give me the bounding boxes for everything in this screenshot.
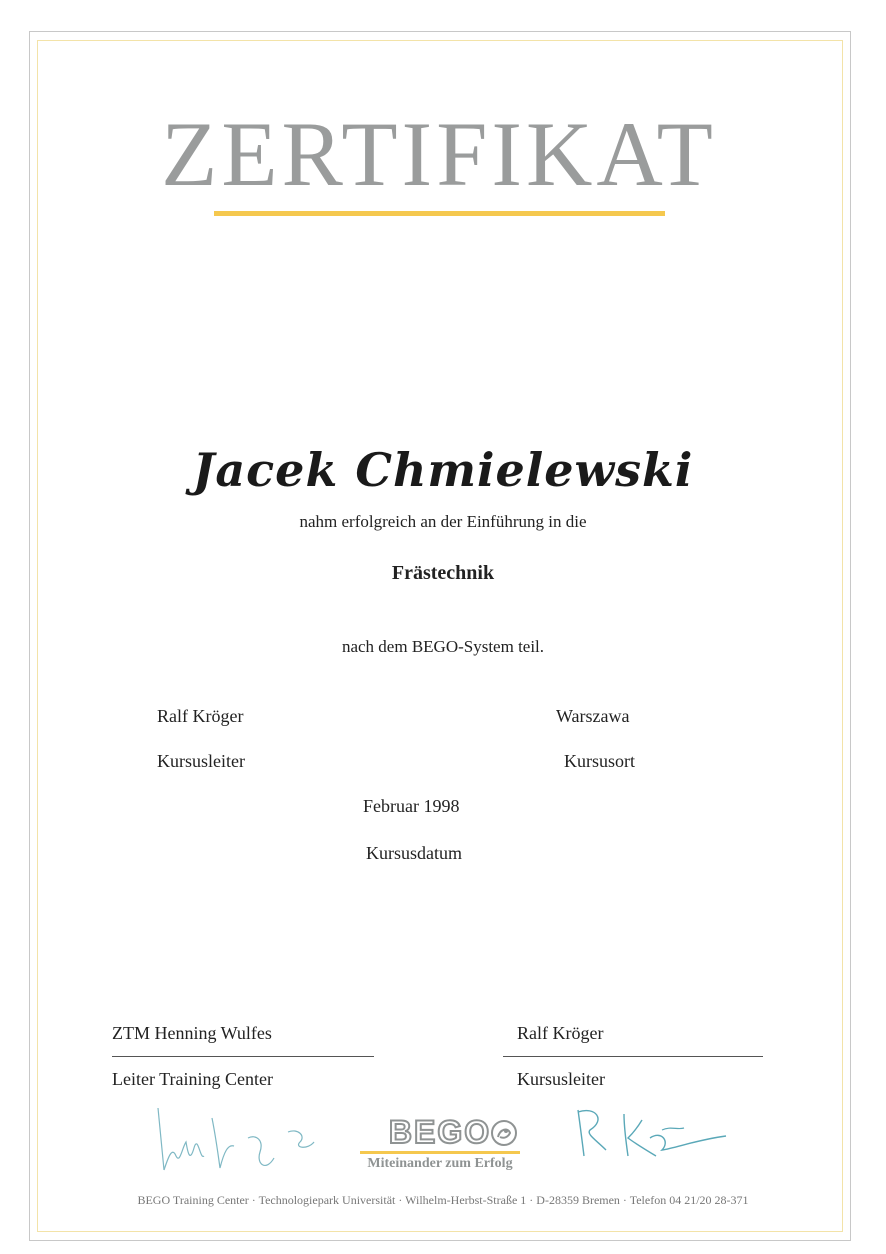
recipient-name: Jacek Chmielewski — [192, 443, 694, 497]
intro-line: nahm erfolgreich an der Einführung in die — [299, 512, 587, 531]
title-underline — [214, 211, 665, 216]
logo-brand: BEGO — [388, 1114, 492, 1150]
right-handwritten-signature — [566, 1100, 736, 1170]
left-signatory-role: Leiter Training Center — [112, 1069, 273, 1089]
course-location-value: Warszawa — [556, 706, 630, 726]
certificate-title: ZERTIFIKAT — [161, 103, 717, 205]
right-signature-rule — [503, 1056, 763, 1057]
certificate-inner-border — [37, 40, 843, 1232]
logo-accent-bar — [360, 1151, 520, 1154]
right-signatory-role: Kursusleiter — [517, 1069, 605, 1089]
course-location-label: Kursusort — [564, 751, 635, 771]
left-signatory-name: ZTM Henning Wulfes — [112, 1023, 272, 1043]
footer-address: BEGO Training Center · Technologiepark Universität · Wilhelm-Herbst-Straße 1 · D-28359 Bremen · Telefon 04 21/20 28-371 — [137, 1193, 749, 1207]
right-signatory-name: Ralf Kröger — [517, 1023, 604, 1043]
left-signature-rule — [112, 1056, 374, 1057]
course-date-value: Februar 1998 — [363, 796, 460, 816]
left-handwritten-signature — [128, 1098, 328, 1178]
bego-emblem-icon — [490, 1119, 518, 1147]
logo-tagline: Miteinander zum Erfolg — [367, 1156, 513, 1171]
course-subject: Frästechnik — [391, 562, 495, 584]
course-leader-label: Kursusleiter — [157, 751, 245, 771]
course-leader-value: Ralf Kröger — [157, 706, 244, 726]
course-date-label: Kursusdatum — [366, 843, 462, 863]
system-line: nach dem BEGO-System teil. — [341, 637, 545, 656]
